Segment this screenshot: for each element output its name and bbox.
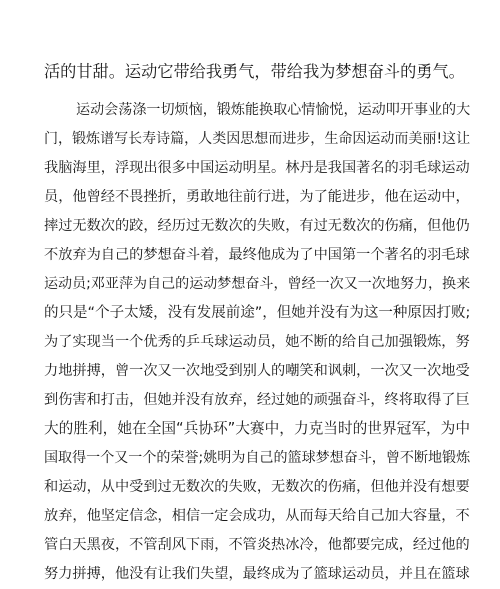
text-line: 努力拼搏，他没有让我们失望，最终成为了篮球运动员，并且在篮球 — [44, 566, 470, 582]
text-line: 国取得一个又一个的荣誉;姚明为自己的篮球梦想奋斗，曾不断地锻炼 — [44, 450, 471, 466]
text-line: 大的胜利，她在全国“兵协环”大赛中，力克当时的世界冠军，为中 — [44, 420, 471, 437]
text-line: 力地拼搏，曾一次又一次地受到别人的嘲笑和讽刺，一次又一次地受 — [44, 363, 470, 379]
text-line: 员，他曾经不畏挫折，勇敢地往前行进，为了能进步，他在运动中， — [44, 189, 470, 205]
text-line: 摔过无数次的跤，经历过无数次的失败，有过无数次的伤痛，但他仍 — [44, 218, 470, 234]
text-line: 放弃，他坚定信念，相信一定会成功，从而每天给自己加大容量，不 — [44, 508, 470, 524]
text-line: 门，锻炼谱写长寿诗篇，人类因思想而进步，生命因运动而美丽!这让 — [44, 131, 471, 147]
text-line: 我脑海里，浮现出很多中国运动明星。林丹是我国著名的羽毛球运动 — [44, 160, 470, 176]
text-line: 管白天黑夜，不管刮风下雨，不管炎热冰冷，他都要完成，经过他的 — [44, 537, 470, 553]
text-line: 和运动，从中受到过无数次的失败，无数次的伤痛，但他并没有想要 — [44, 479, 470, 495]
text-line: 到伤害和打击，但她并没有放弃，经过她的顽强奋斗，终将取得了巨 — [44, 392, 470, 408]
text-line: 活的甘甜。运动它带给我勇气，带给我为梦想奋斗的勇气。 — [44, 62, 465, 81]
text-line: 不放弃为自己的梦想奋斗着，最终他成为了中国第一个著名的羽毛球 — [44, 247, 470, 263]
text-line: 的只是“个子太矮，没有发展前途”，但她并没有为这一种原因打败; — [44, 305, 471, 321]
text-line: 为了实现当一个优秀的乒乓球运动员，她不断的给自己加强锻炼，努 — [44, 334, 470, 350]
text-line: 运动会荡涤一切烦恼，锻炼能换取心情愉悦，运动叩开事业的大 — [76, 102, 471, 118]
text-line: 运动员;邓亚萍为自己的运动梦想奋斗，曾经一次又一次地努力，换来 — [44, 276, 471, 292]
